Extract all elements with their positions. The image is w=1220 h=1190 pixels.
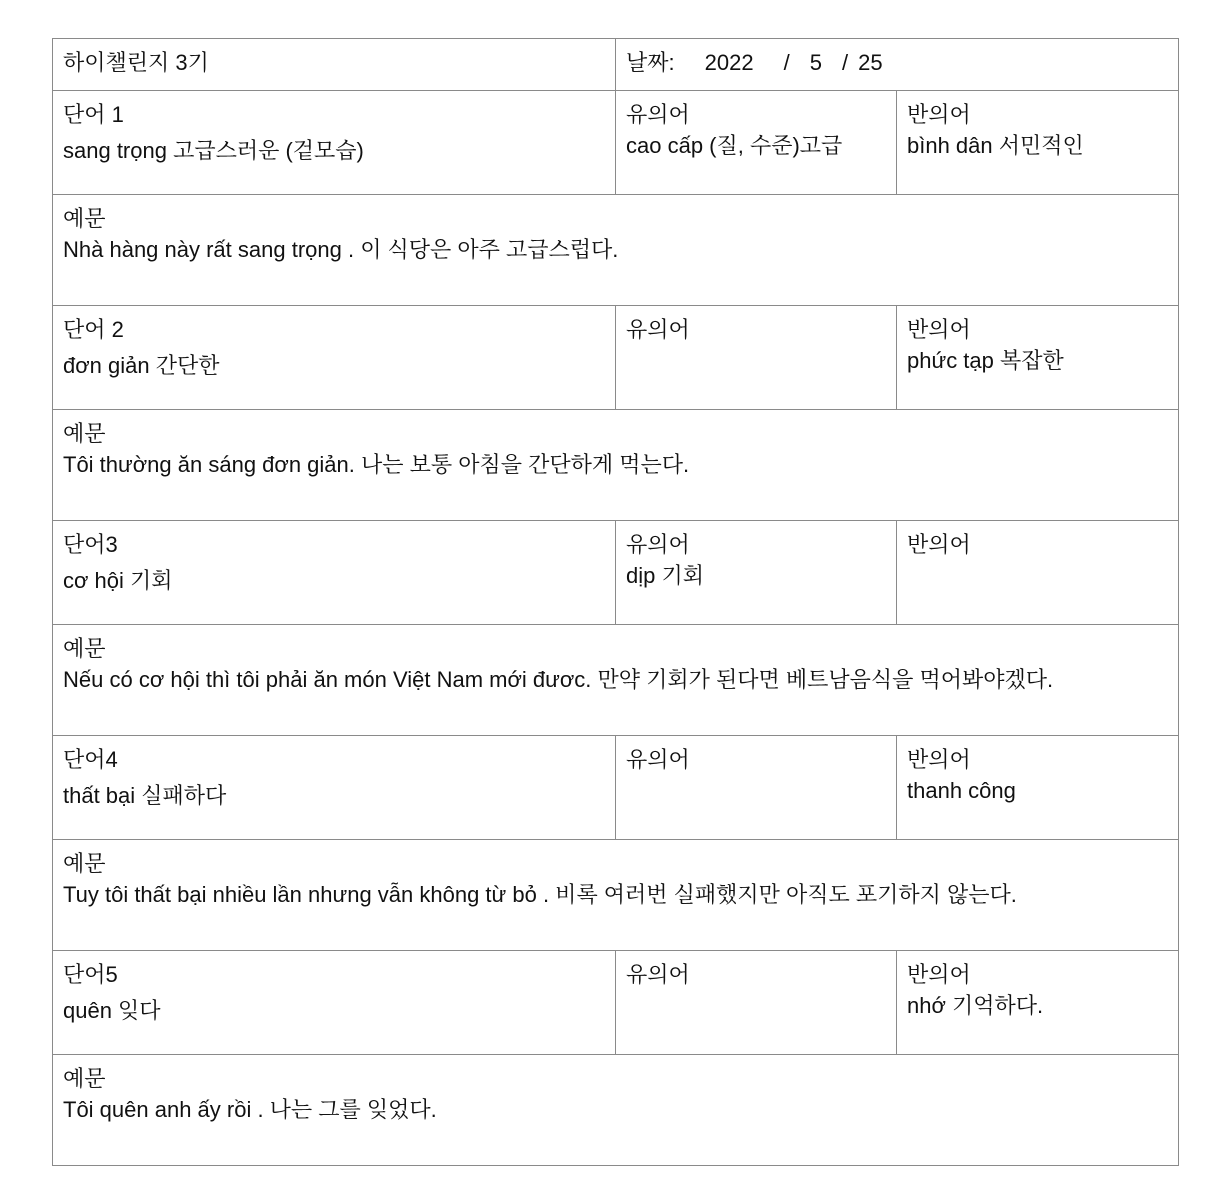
example-cell <box>53 625 1179 736</box>
synonym-cell <box>616 91 897 195</box>
word-value: đơn giản 간단한 <box>63 353 220 378</box>
word-label: 단어 1 <box>63 102 124 127</box>
antonym-label: 반의어 <box>907 962 971 987</box>
word-cell <box>53 736 616 840</box>
synonym-label: 유의어 <box>626 962 690 987</box>
synonym-cell <box>616 306 897 410</box>
word-cell <box>53 91 616 195</box>
synonym-label: 유의어 <box>626 102 690 127</box>
antonym-label: 반의어 <box>907 102 971 127</box>
synonym-cell <box>616 951 897 1055</box>
antonym-label: 반의어 <box>907 317 971 342</box>
word-label: 단어5 <box>63 962 118 987</box>
example-sentence: Tôi quên anh ấy rồi . 나는 그를 잊었다. <box>63 1097 437 1122</box>
word-label: 단어4 <box>63 747 118 772</box>
synonym-value: cao cấp (질, 수준)고급 <box>626 133 843 158</box>
word-row <box>53 91 1179 195</box>
date-label: 날짜: <box>626 50 675 75</box>
date-day: 25 <box>858 50 883 75</box>
title-cell <box>53 39 616 91</box>
word-value: cơ hội 기회 <box>63 568 173 593</box>
antonym-value: thanh công <box>907 778 1016 803</box>
example-cell <box>53 410 1179 521</box>
example-row <box>53 840 1179 951</box>
example-row <box>53 1055 1179 1166</box>
synonym-cell <box>616 521 897 625</box>
example-cell <box>53 840 1179 951</box>
antonym-value: bình dân 서민적인 <box>907 133 1084 158</box>
example-row <box>53 625 1179 736</box>
synonym-value: dịp 기회 <box>626 563 704 588</box>
word-value: thất bại 실패하다 <box>63 783 227 808</box>
word-value: quên 잊다 <box>63 998 161 1023</box>
word-cell <box>53 521 616 625</box>
word-value: sang trọng 고급스러운 (겉모습) <box>63 138 364 163</box>
example-sentence: Tôi thường ăn sáng đơn giản. 나는 보통 아침을 간단하게 먹는다. <box>63 452 690 477</box>
example-label: 예문 <box>63 206 106 231</box>
example-row <box>53 195 1179 306</box>
date-cell <box>616 39 1179 91</box>
vocabulary-worksheet <box>52 38 1179 1166</box>
word-row <box>53 951 1179 1055</box>
date-separator: / <box>783 50 790 75</box>
antonym-cell <box>897 951 1179 1055</box>
example-sentence: Nếu có cơ hội thì tôi phải ăn món Việt Nam mới đươc. 만약 기회가 된다면 베트남음식을 먹어봐야겠다. <box>63 667 1054 692</box>
example-sentence: Tuy tôi thất bại nhiều lần nhưng vẫn không từ bỏ . 비록 여러번 실패했지만 아직도 포기하지 않는다. <box>63 882 1017 907</box>
antonym-cell <box>897 91 1179 195</box>
synonym-cell <box>616 736 897 840</box>
antonym-cell <box>897 521 1179 625</box>
synonym-label: 유의어 <box>626 747 690 772</box>
example-cell <box>53 1055 1179 1166</box>
antonym-label: 반의어 <box>907 532 971 557</box>
header-row <box>53 39 1179 91</box>
word-cell <box>53 951 616 1055</box>
word-label: 단어 2 <box>63 317 124 342</box>
word-label: 단어3 <box>63 532 118 557</box>
example-row <box>53 410 1179 521</box>
date-year: 2022 <box>704 50 754 75</box>
date-month: 5 <box>809 50 822 75</box>
worksheet-title: 하이챌린지 3기 <box>63 50 209 75</box>
antonym-label: 반의어 <box>907 747 971 772</box>
antonym-cell <box>897 306 1179 410</box>
example-label: 예문 <box>63 636 106 661</box>
synonym-label: 유의어 <box>626 317 690 342</box>
example-sentence: Nhà hàng này rất sang trọng . 이 식당은 아주 고급스럽다. <box>63 237 619 262</box>
example-label: 예문 <box>63 851 106 876</box>
word-cell <box>53 306 616 410</box>
example-cell <box>53 195 1179 306</box>
date-separator: / <box>841 50 849 75</box>
synonym-label: 유의어 <box>626 532 690 557</box>
antonym-cell <box>897 736 1179 840</box>
antonym-value: nhớ 기억하다. <box>907 993 1044 1018</box>
example-label: 예문 <box>63 421 106 446</box>
antonym-value: phức tạp 복잡한 <box>907 348 1064 373</box>
word-row <box>53 306 1179 410</box>
word-row <box>53 736 1179 840</box>
word-row <box>53 521 1179 625</box>
example-label: 예문 <box>63 1066 106 1091</box>
